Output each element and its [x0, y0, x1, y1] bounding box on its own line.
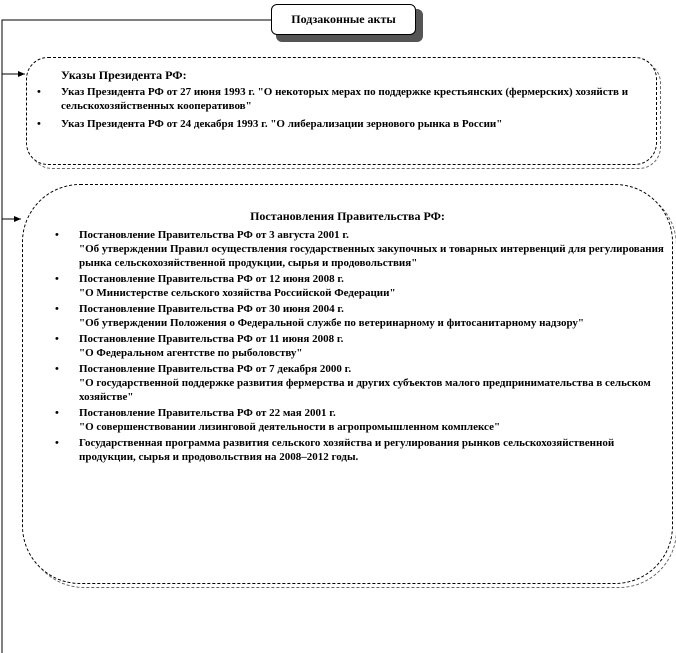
resolution-date: • Постановление Правительства РФ от 30 июня 2004 г. [79, 303, 344, 315]
decrees-heading: Указы Президента РФ: [61, 68, 187, 82]
list-item [49, 272, 664, 300]
list-item: • Указ Президента РФ от 27 июня 1993 г. "О некоторых мерах по поддержке крестьянских (фермерских) хозяйств и сельскохозяйственных кооперативов" [31, 85, 646, 113]
resolution-title: "О государственной поддержке развития фермерства и других субъектов малого предпринимательства в сельском хозяйстве" [79, 377, 651, 403]
resolution-date: • Постановление Правительства РФ от 22 мая 2001 г. [79, 407, 336, 419]
resolution-title: "Об утверждении Положения о Федеральной службе по ветеринарному и фитосанитарному надзору" [79, 317, 585, 329]
resolution-date: • Постановление Правительства РФ от 12 июня 2008 г. [79, 273, 344, 285]
resolution-title: "О Федеральном агентстве по рыболовству" [79, 347, 303, 359]
list-item [49, 436, 664, 464]
resolution-title: "О Министерстве сельского хозяйства Российской Федерации" [79, 287, 396, 299]
program-title: • Государственная программа развития сельского хозяйства и регулирования рынков сельскохозяйственной продукции, сырья и продовольствия на 2008–2012 годы. [79, 437, 615, 463]
decrees-list [31, 85, 646, 135]
resolutions-list [49, 228, 664, 466]
list-item [49, 332, 664, 360]
resolution-date: • Постановление Правительства РФ от 3 августа 2001 г. [79, 229, 349, 241]
government-resolutions-group [22, 184, 673, 584]
list-item [49, 302, 664, 330]
presidential-decrees-group [26, 57, 657, 165]
list-item [49, 406, 664, 434]
resolution-title: "Об утверждении Правил осуществления государственных закупочных и товарных интервенций для регулирования рынка сельскохозяйственной продукции, сырья и продовольствия" [79, 243, 664, 269]
resolution-date: • Постановление Правительства РФ от 11 июня 2008 г. [79, 333, 344, 345]
resolutions-heading: Постановления Правительства РФ: [250, 209, 445, 223]
resolution-title: "О совершенствовании лизинговой деятельности в агропромышленном комплексе" [79, 421, 501, 433]
list-item [49, 362, 664, 404]
title-label: Подзаконные акты [291, 12, 396, 26]
title-box [271, 4, 416, 35]
list-item: • Указ Президента РФ от 24 декабря 1993 г. "О либерализации зернового рынка в России" [31, 117, 646, 131]
resolution-date: • Постановление Правительства РФ от 7 декабря 2000 г. [79, 363, 352, 375]
list-item [49, 228, 664, 270]
